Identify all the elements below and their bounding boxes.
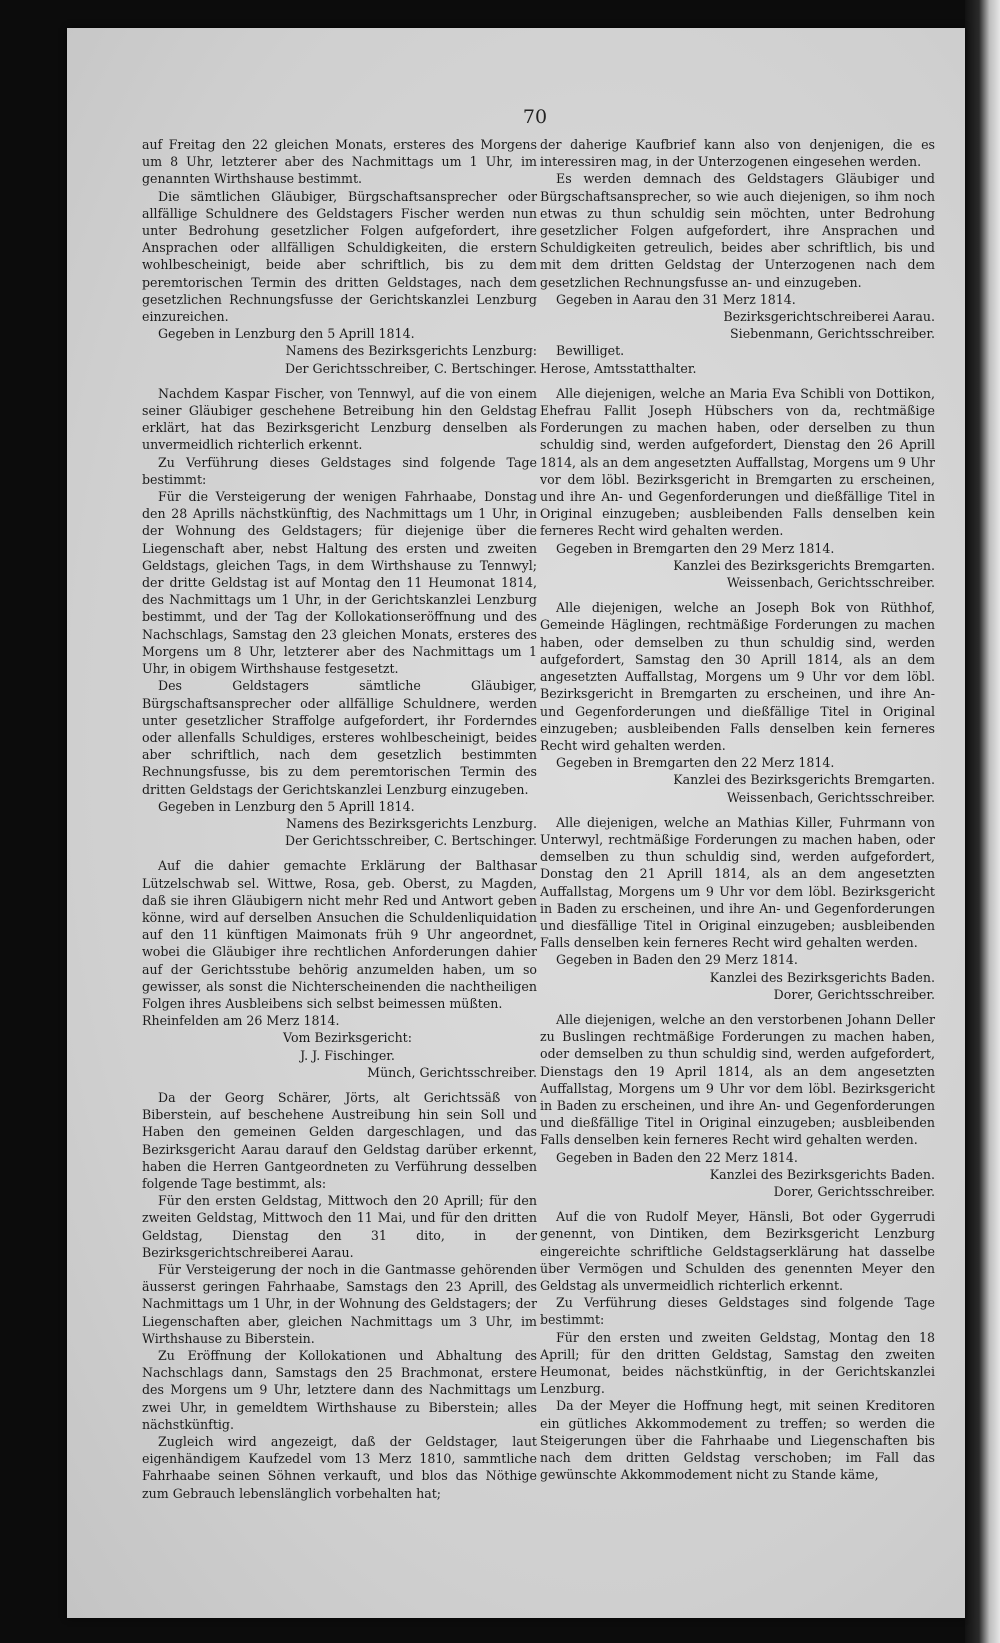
date-line: Rheinfelden am 26 Merz 1814. — [142, 1013, 340, 1029]
signature-line: Weissenbach, Gerichtsschreiber. — [726, 575, 935, 591]
paragraph: Auf die von Rudolf Meyer, Hänsli, Bot oder Gygerrudi genennt, von Dintiken, dem Bezirksgericht Lenzburg eingereichte schriftliche Geldstagserklärung hat dasselbe über Vermögen und Schulden des genennten Meyer den Geldstag als unvermeidlich richterlich erkennt. — [540, 1209, 935, 1293]
paragraph: Für den ersten Geldstag, Mittwoch den 20 Aprill; für den zweiten Geldstag, Mittwoch den 11 Mai, und für den dritten Geldstag, Dienstag den 31 dito, in der Bezirksgerichtschreiberei Aarau. — [142, 1193, 537, 1260]
date-line: Gegeben in Aarau den 31 Merz 1814. — [556, 291, 796, 307]
paragraph: Für die Versteigerung der wenigen Fahrhaabe, Donstag den 28 Aprills nächstkünftig, des Nachmittags um 1 Uhr, in der Wohnung des Geldstagers; für diejenige über die Liegenschaft aber, nebst Haltung des ersten und zweiten Geldstags, gleichen Tags, in dem Wirthshause zu Tennwyl; der dritte Geldstag ist auf Montag den 11 Heumonat 1814, des Nachmittags um 1 Uhr, in der Gerichtskanzlei Lenzburg bestimmt, und der Tag der Kollokationseröffnung und des Nachschlags, Samstag den 23 gleichen Monats, ersteres des Morgens um 8 Uhr, letzterer aber des Nachmittags um 1 Uhr, in obigem Wirthshause festgesetzt. — [142, 489, 537, 677]
paragraph: Es werden demnach des Geldstagers Gläubiger und Bürgschaftsansprecher, so wie auch diejenigen, so ihm noch etwas zu thun schuldig sein möchten, unter Bedrohung gesetzlicher Folgen aufgefordert, ihre Ansprachen und Schuldigkeiten getreulich, beides aber schriftlich, bis und mit dem dritten Geldstag der Unterzogenen nach dem gesetzlichen Rechnungsfusse an- und einzugeben. — [540, 171, 935, 290]
paragraph: Auf die dahier gemachte Erklärung der Balthasar Lützelschwab sel. Wittwe, Rosa, geb. Oberst, zu Magden, daß sie ihren Gläubigern nicht mehr Red und Antwort geben könne, wird auf derselben Ansuchen die Schuldenliquidation auf den 11 künftigen Maimonats früh 9 Uhr angeordnet, wobei die Gläubiger ihre rechtlichen Anforderungen dahier auf der Gerichtsstube behörig anzumelden haben, um so gewisser, als sonst die Nichterscheinenden die nachtheiligen Folgen ihres Ausbleibens sich selbst beimessen müßten. — [142, 858, 537, 1011]
paragraph: auf Freitag den 22 gleichen Monats, ersteres des Morgens um 8 Uhr, letzterer aber des Nachmittags um 1 Uhr, im genannten Wirthshause bestimmt. — [142, 137, 537, 187]
approval-line: Herose, Amtsstatthalter. — [540, 360, 697, 376]
signature-line: Siebenmann, Gerichtsschreiber. — [730, 326, 935, 342]
page-number: 70 — [522, 106, 548, 128]
signature-line: Dorer, Gerichtsschreiber. — [773, 986, 935, 1002]
paragraph: der daherige Kaufbrief kann also von denjenigen, die es interessiren mag, in der Unterzogenen eingesehen werden. — [540, 137, 935, 170]
left-column — [142, 136, 537, 1516]
signature-line: Kanzlei des Bezirksgerichts Baden. — [709, 1166, 935, 1182]
paragraph: Alle diejenigen, welche an Maria Eva Schibli von Dottikon, Ehefrau Fallit Joseph Hübschers von da, rechtmäßige Forderungen zu machen haben, oder derselben zu thun schuldig sind, werden aufgefordert, Dienstag den 26 Aprill 1814, als an dem angesetzten Auffallstag, Morgens um 9 Uhr vor dem löbl. Bezirksgericht in Bremgarten zu erscheinen, und ihre An- und Gegenforderungen und dießfällige Titel in Original einzugeben; ausbleibenden Falls denselben kein ferneres Recht wird gehalten werden. — [540, 385, 935, 539]
right-column — [540, 136, 935, 1516]
signature-line: Der Gerichtsschreiber, C. Bertschinger. — [284, 833, 537, 849]
paragraph: Die sämtlichen Gläubiger, Bürgschaftsansprecher oder allfällige Schuldnere des Geldstagers Fischer werden nun unter Bedrohung gesetzlicher Folgen aufgefordert, ihre Ansprachen oder allfälligen Schuldigkeiten, die erstern wohlbescheinigt, beide aber schriftlich, bis zu dem peremtorischen Termin des dritten Geldstages, nach dem gesetzlichen Rechnungsfusse der Gerichtskanzlei Lenzburg einzureichen. — [142, 188, 537, 325]
signature-line: Weissenbach, Gerichtsschreiber. — [726, 789, 935, 805]
paragraph: Zugleich wird angezeigt, daß der Geldstager, laut eigenhändigem Kaufzedel vom 13 Merz 1810, sammtliche Fahrhaabe seinen Söhnen verkauft, und blos das Nöthige zum Gebrauch lebenslänglich vorbehalten hat; — [142, 1434, 537, 1501]
paragraph: Da der Georg Schärer, Jörts, alt Gerichtssäß von Biberstein, auf beschehene Austreibung hin sein Soll und Haben den gemeinen Gelden dargeschlagen, und das Bezirksgericht Aarau darauf den Geldstag darüber erkennt, haben die Herren Gantgeordneten zu Verführung desselben folgende Tage bestimmt, als: — [142, 1089, 537, 1191]
date-line: Gegeben in Bremgarten den 29 Merz 1814. — [556, 540, 835, 556]
signature-line: Der Gerichtsschreiber, C. Bertschinger. — [284, 360, 537, 376]
signature-line: J. J. Fischinger. — [300, 1047, 395, 1063]
paragraph: Zu Eröffnung der Kollokationen und Abhaltung des Nachschlags dann, Samstags den 25 Brachmonat, erstere des Morgens um 9 Uhr, letztere dann des Nachmittags um zwei Uhr, in gemeldtem Wirthshause zu Biberstein; alles nächstkünftig. — [142, 1348, 537, 1432]
signature-line: Kanzlei des Bezirksgerichts Baden. — [709, 969, 935, 985]
paragraph: Zu Verführung dieses Geldstages sind folgende Tage bestimmt: — [540, 1295, 935, 1328]
signature-line: Dorer, Gerichtsschreiber. — [773, 1183, 935, 1199]
paragraph: Für Versteigerung der noch in die Gantmasse gehörenden äusserst geringen Fahrhaabe, Samstags den 23 Aprill, des Nachmittags um 1 Uhr, in der Wohnung des Geldstagers; der Liegenschaften aber, gleichen Nachmittags um 3 Uhr, im Wirthshause zu Biberstein. — [142, 1262, 537, 1346]
date-line: Gegeben in Lenzburg den 5 Aprill 1814. — [158, 326, 415, 342]
signature-line: Kanzlei des Bezirksgerichts Bremgarten. — [673, 772, 935, 788]
paragraph: Da der Meyer die Hoffnung hegt, mit seinen Kreditoren ein gütliches Akkommodement zu treffen; so werden die Steigerungen über die Fahrhaabe und Liegenschaften bis nach dem dritten Geldstag verschoben; im Fall das gewünschte Akkommodement nicht zu Stande käme, — [540, 1398, 935, 1483]
signature-line: Kanzlei des Bezirksgerichts Bremgarten. — [673, 557, 935, 573]
approval-line: Bewilliget. — [556, 343, 625, 359]
signature-line: Vom Bezirksgericht: — [283, 1030, 412, 1046]
paragraph: Für den ersten und zweiten Geldstag, Montag den 18 Aprill; für den dritten Geldstag, Samstag den zweiten Heumonat, beides nächstkünftig, in der Gerichtskanzlei Lenzburg. — [540, 1329, 935, 1397]
signature-line: Bezirksgerichtschreiberei Aarau. — [723, 309, 935, 325]
signature-line: Namens des Bezirksgerichts Lenzburg. — [285, 815, 537, 831]
paragraph: Nachdem Kaspar Fischer, von Tennwyl, auf die von einem seiner Gläubiger geschehene Betreibung hin den Geldstag erklärt, hat das Bezirksgericht Lenzburg denselben als unvermeidlich richterlich erkennt. — [142, 385, 537, 453]
date-line: Gegeben in Lenzburg den 5 Aprill 1814. — [158, 798, 415, 814]
paragraph: Alle diejenigen, welche an Joseph Bok von Rüthhof, Gemeinde Häglingen, rechtmäßige Forderungen zu machen haben, oder demselben zu thun schuldig sind, werden aufgefordert, Samstag den 30 Aprill 1814, als an dem angesetzten Auffallstag, Morgens um 9 Uhr vor dem löbl. Bezirksgericht in Bremgarten zu erscheinen, und ihre An- und Gegenforderungen und dießfällige Titel in Original einzugeben; ausbleibenden Falls denselben kein ferneres Recht wird gehalten werden. — [540, 600, 935, 753]
paragraph: Alle diejenigen, welche an den verstorbenen Johann Deller zu Buslingen rechtmäßige Forderungen zu machen haben, oder demselben zu thun schuldig sind, werden aufgefordert, Dienstags den 19 April 1814, als an dem angesetzten Auffallstag, Morgens um 9 Uhr vor dem löbl. Bezirksgericht in Baden zu erscheinen, und ihre An- und Gegenforderungen und dießfällige Titel in Original einzugeben; ausbleibenden Falls denselben kein ferneres Recht wird gehalten werden. — [540, 1011, 935, 1148]
date-line: Gegeben in Bremgarten den 22 Merz 1814. — [556, 755, 835, 771]
date-line: Gegeben in Baden den 22 Merz 1814. — [556, 1149, 798, 1165]
paragraph: Des Geldstagers sämtliche Gläubiger, Bürgschaftsansprecher oder allfällige Schuldnere, werden unter gesetzlicher Straffolge aufgefordert, ihr Forderndes oder allenfalls Schuldiges, ersteres wohlbescheinigt, beides aber schriftlich, nach dem gesetzlich bestimmten Rechnungsfusse, bis zu dem peremtorischen Termin des dritten Geldstags der Gerichtskanzlei Lenzburg einzugeben. — [142, 678, 537, 797]
signature-line: Münch, Gerichtsschreiber. — [367, 1064, 537, 1080]
date-line: Gegeben in Baden den 29 Merz 1814. — [556, 952, 798, 968]
document-page — [67, 28, 965, 1618]
paragraph: Zu Verführung dieses Geldstages sind folgende Tage bestimmt: — [142, 454, 537, 487]
signature-line: Namens des Bezirksgerichts Lenzburg: — [285, 343, 537, 359]
paragraph: Alle diejenigen, welche an Mathias Killer, Fuhrmann von Unterwyl, rechtmäßige Forderungen zu machen haben, oder demselben zu thun schuldig sind, werden aufgefordert, Donstag den 21 Aprill 1814, als an dem angesetzten Auffallstag, Morgens um 9 Uhr vor dem löbl. Bezirksgericht in Baden zu erscheinen, und ihre An- und Gegenforderungen und diesfällige Titel in Original einzugeben; ausbleibenden Falls denselben kein ferneres Recht wird gehalten werden. — [540, 814, 935, 951]
book-edge — [965, 0, 1000, 1643]
